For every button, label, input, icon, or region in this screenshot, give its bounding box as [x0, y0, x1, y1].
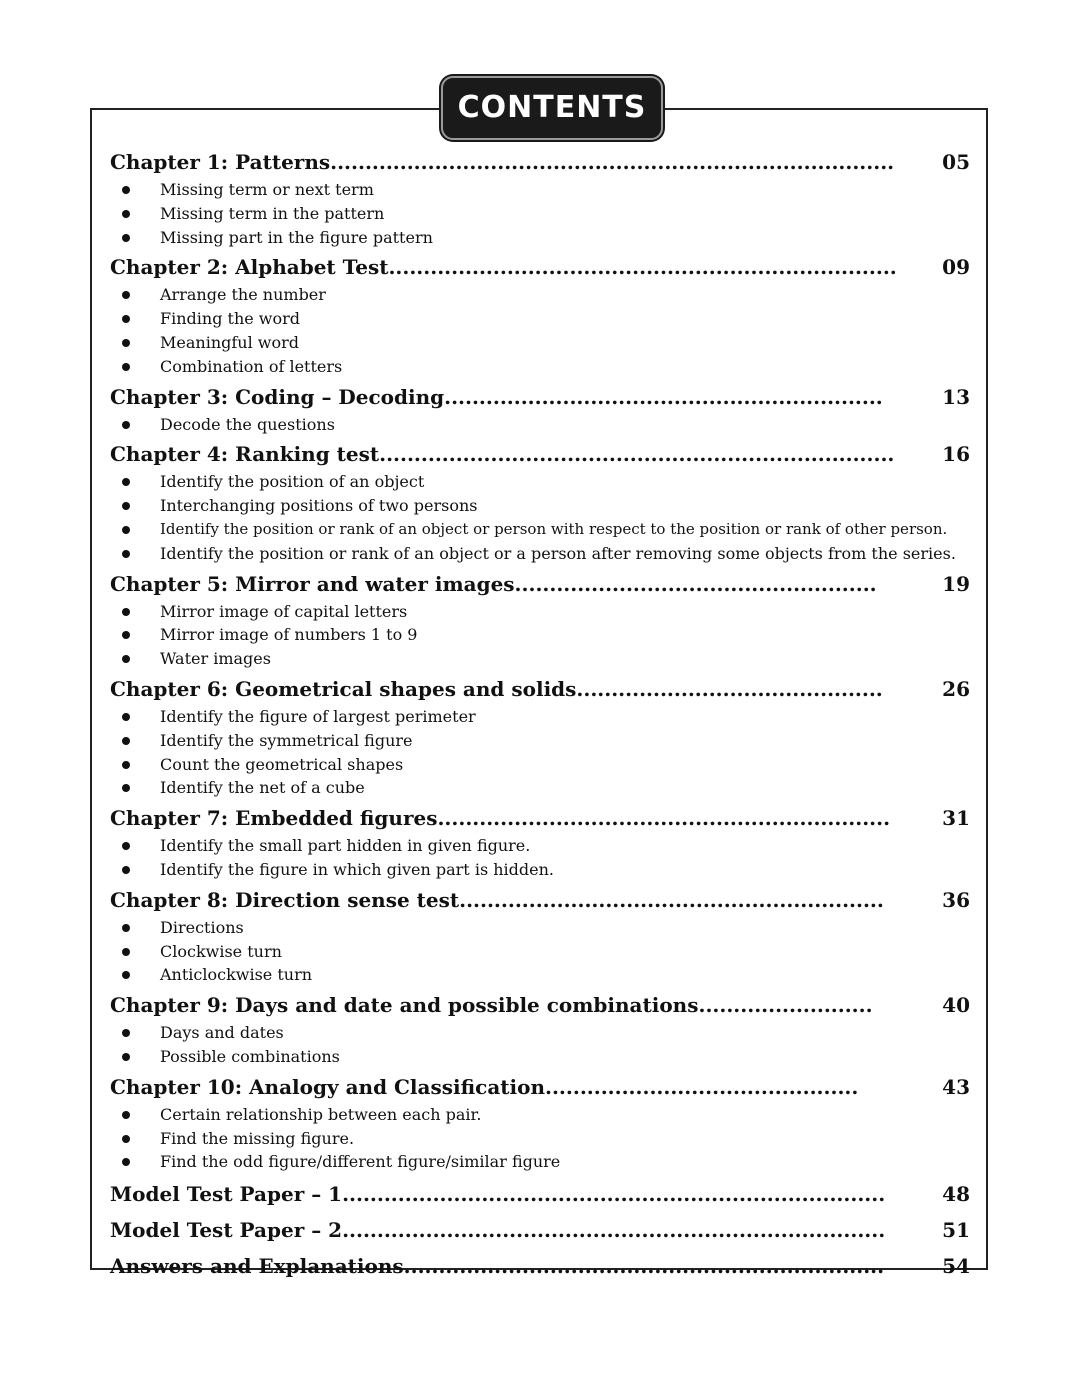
toc-subtopic [110, 776, 970, 800]
toc-entry[interactable] [110, 568, 970, 600]
toc-subtopic-label: Count the geometrical shapes [160, 754, 404, 774]
toc-entry-page-number: 40 [942, 993, 970, 1018]
toc-entry[interactable] [110, 1214, 970, 1246]
bullet-icon [122, 1158, 130, 1166]
toc-entry-title: Chapter 6: Geometrical shapes and solids............................................ [110, 676, 883, 701]
toc-subtopic [110, 916, 970, 940]
toc-entry-title: Chapter 1: Patterns................................................................................. [110, 150, 895, 174]
toc-subtopic [110, 307, 970, 331]
toc-subtopic-label: Directions [160, 917, 244, 937]
toc-subtopic-list [110, 1103, 970, 1174]
toc-entry[interactable] [110, 146, 970, 178]
toc-subtopic [110, 600, 970, 624]
toc-subtopic [110, 355, 970, 379]
bullet-icon [122, 339, 130, 347]
toc-subtopic [110, 178, 970, 202]
toc-subtopic-label: Possible combinations [160, 1046, 340, 1066]
toc-entry-page-number: 09 [942, 255, 970, 280]
bullet-icon [122, 1135, 130, 1143]
toc-subtopic [110, 542, 970, 566]
toc-subtopic-label: Missing part in the figure pattern [160, 227, 433, 247]
toc-entry[interactable] [110, 251, 970, 283]
toc-subtopic [110, 1127, 970, 1151]
toc-subtopic-label: Anticlockwise turn [160, 965, 313, 985]
bullet-icon [122, 631, 130, 639]
toc-entry-title: Chapter 9: Days and date and possible combinations......................... [110, 993, 873, 1018]
toc-subtopic [110, 940, 970, 964]
toc-subtopic [110, 1045, 970, 1069]
toc-subtopic-list [110, 470, 970, 565]
toc-subtopic-label: Missing term or next term [160, 180, 374, 199]
toc-subtopic-label: Interchanging positions of two persons [160, 496, 478, 516]
toc-entry-page-number: 51 [942, 1218, 970, 1243]
toc-subtopic [110, 963, 970, 987]
toc-subtopic-label: Mirror image of numbers 1 to 9 [160, 625, 418, 645]
bullet-icon [122, 655, 130, 663]
toc-subtopic-label: Days and dates [160, 1023, 284, 1043]
toc-subtopic-list [110, 178, 970, 249]
bullet-icon [122, 421, 130, 429]
toc-subtopic-label: Clockwise turn [160, 941, 282, 961]
toc-subtopic [110, 1021, 970, 1045]
toc-subtopic [110, 518, 970, 542]
toc-subtopic-label: Missing term in the pattern [160, 203, 385, 223]
toc-subtopic-label: Decode the questions [160, 414, 335, 434]
toc-subtopic [110, 858, 970, 882]
toc-subtopic [110, 834, 970, 858]
toc-subtopic-label: Mirror image of capital letters [160, 601, 408, 621]
toc-subtopic [110, 202, 970, 226]
toc-entry-page-number: 05 [942, 150, 970, 174]
toc-subtopic-label: Meaningful word [160, 332, 300, 352]
toc-entry-title: Chapter 4: Ranking test.......................................................................... [110, 442, 895, 467]
toc-entry-title: Model Test Paper – 2.............................................................................. [110, 1218, 886, 1243]
toc-entry-title: Model Test Paper – 1.............................................................................. [110, 1182, 886, 1207]
toc-entry[interactable] [110, 438, 970, 470]
toc-subtopic [110, 623, 970, 647]
toc-subtopic [110, 331, 970, 355]
toc-subtopic [110, 1150, 970, 1174]
toc-entry[interactable] [110, 802, 970, 834]
toc-entry-title: Chapter 8: Direction sense test............................................................. [110, 887, 884, 912]
toc-entry-title: Chapter 2: Alphabet Test......................................................................... [110, 255, 897, 280]
toc-entry-page-number: 16 [942, 442, 970, 467]
bullet-icon [122, 737, 130, 745]
toc-subtopic [110, 494, 970, 518]
toc-subtopic-label: Identify the position or rank of an object or a person after removing some objects from the series. [160, 543, 956, 563]
toc-entry-page-number: 19 [942, 571, 970, 596]
toc-subtopic-list [110, 916, 970, 987]
toc-subtopic-label: Certain relationship between each pair. [160, 1104, 482, 1124]
bullet-icon [122, 1053, 130, 1061]
bullet-icon [122, 924, 130, 932]
toc-subtopic-label: Identify the figure in which given part is hidden. [160, 859, 554, 879]
toc-subtopic-list [110, 413, 970, 437]
toc-subtopic-label: Identify the symmetrical figure [160, 730, 413, 750]
toc-entry-title: Answers and Explanations..................................................................... [110, 1254, 885, 1279]
toc-subtopic [110, 647, 970, 671]
toc-subtopic [110, 729, 970, 753]
table-of-contents [110, 146, 970, 1282]
toc-subtopic [110, 753, 970, 777]
toc-subtopic-list [110, 1021, 970, 1069]
toc-subtopic-label: Identify the position of an object [160, 472, 425, 492]
toc-entry[interactable] [110, 989, 970, 1021]
toc-subtopic-label: Identify the small part hidden in given figure. [160, 836, 531, 856]
toc-entry[interactable] [110, 1178, 970, 1210]
bullet-icon [122, 550, 130, 558]
bullet-icon [122, 1029, 130, 1037]
bullet-icon [122, 478, 130, 486]
bullet-icon [122, 315, 130, 323]
toc-subtopic [110, 470, 970, 494]
toc-subtopic-label: Find the odd figure/different figure/similar figure [160, 1152, 561, 1172]
toc-entry-title: Chapter 5: Mirror and water images.................................................... [110, 571, 877, 596]
toc-subtopic-label: Arrange the number [160, 285, 326, 305]
bullet-icon [122, 526, 130, 534]
toc-subtopic-label: Identify the figure of largest perimeter [160, 706, 476, 726]
toc-subtopic-label: Find the missing figure. [160, 1128, 355, 1148]
toc-subtopic-label: Water images [160, 649, 271, 669]
toc-subtopic-list [110, 834, 970, 882]
toc-subtopic-label: Identify the position or rank of an object or person with respect to the position or rank of other person. [160, 519, 948, 538]
toc-subtopic-list [110, 705, 970, 800]
toc-entry[interactable] [110, 673, 970, 705]
toc-entry-page-number: 54 [942, 1254, 970, 1279]
toc-entry-page-number: 43 [942, 1074, 970, 1099]
toc-entry[interactable] [110, 381, 970, 413]
toc-entry[interactable] [110, 1250, 970, 1282]
contents-heading: CONTENTS [441, 76, 663, 140]
toc-subtopic [110, 1103, 970, 1127]
bullet-icon [122, 291, 130, 299]
bullet-icon [122, 866, 130, 874]
toc-entry-page-number: 36 [942, 887, 970, 912]
bullet-icon [122, 1111, 130, 1119]
toc-entry[interactable] [110, 1071, 970, 1103]
toc-subtopic-list [110, 600, 970, 671]
toc-entry-page-number: 13 [942, 384, 970, 409]
toc-entry-page-number: 26 [942, 676, 970, 701]
toc-entry-title: Chapter 7: Embedded figures................................................................. [110, 806, 891, 831]
toc-subtopic-label: Identify the net of a cube [160, 778, 365, 798]
bullet-icon [122, 971, 130, 979]
toc-subtopic [110, 283, 970, 307]
toc-subtopic [110, 705, 970, 729]
bullet-icon [122, 234, 130, 242]
bullet-icon [122, 713, 130, 721]
bullet-icon [122, 210, 130, 218]
toc-entry[interactable] [110, 884, 970, 916]
bullet-icon [122, 608, 130, 616]
toc-entry-page-number: 31 [942, 806, 970, 831]
toc-subtopic-label: Finding the word [160, 309, 301, 329]
toc-subtopic-list [110, 283, 970, 378]
bullet-icon [122, 842, 130, 850]
bullet-icon [122, 948, 130, 956]
bullet-icon [122, 761, 130, 769]
bullet-icon [122, 363, 130, 371]
toc-subtopic-label: Combination of letters [160, 356, 343, 376]
toc-entry-title: Chapter 10: Analogy and Classification............................................. [110, 1074, 859, 1099]
toc-subtopic [110, 226, 970, 250]
bullet-icon [122, 186, 130, 194]
bullet-icon [122, 784, 130, 792]
toc-entry-title: Chapter 3: Coding – Decoding............................................................... [110, 384, 883, 409]
toc-entry-page-number: 48 [942, 1182, 970, 1207]
toc-subtopic [110, 413, 970, 437]
bullet-icon [122, 502, 130, 510]
